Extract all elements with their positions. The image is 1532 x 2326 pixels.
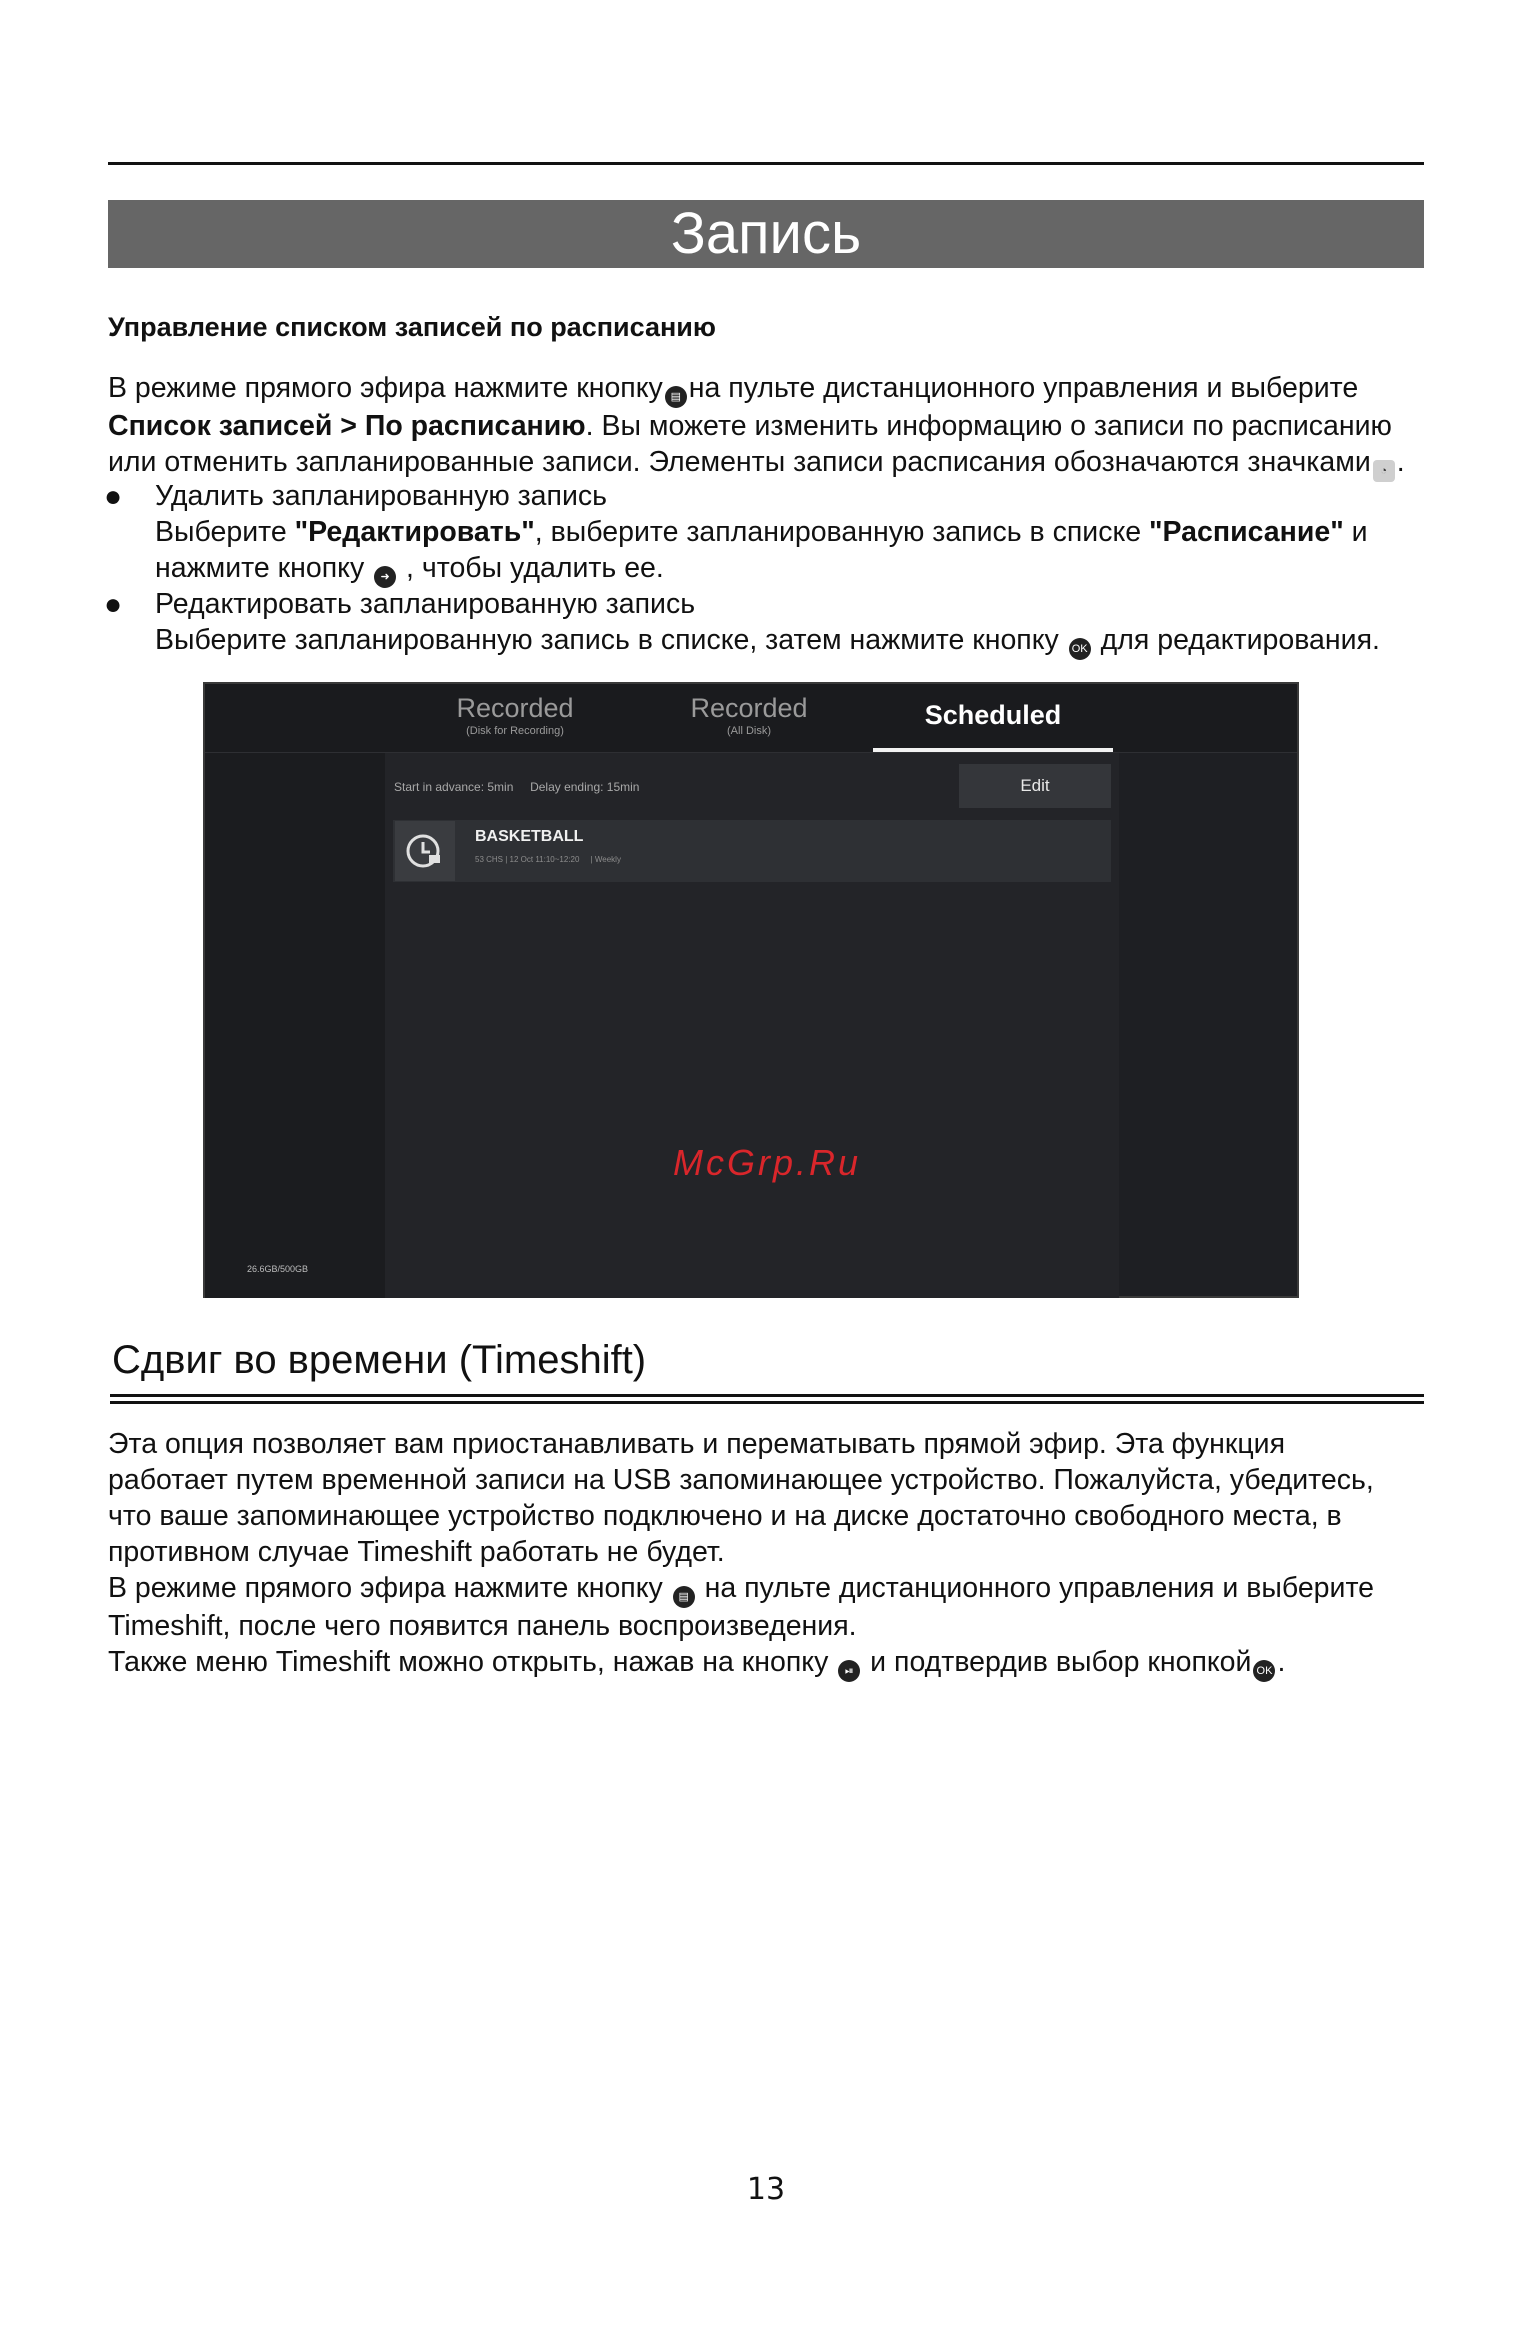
- timeshift-text: В режиме прямого эфира нажмите кнопку: [108, 1572, 671, 1604]
- watermark: McGrp.Ru: [673, 1142, 862, 1183]
- timeshift-line: [108, 1644, 1424, 1682]
- tab-scheduled[interactable]: [873, 692, 1113, 738]
- arrow-right-icon: ➜: [374, 566, 396, 588]
- menu-icon: ▤: [665, 386, 687, 408]
- section-banner: Запись: [108, 200, 1424, 268]
- tab-sublabel: (Disk for Recording): [466, 725, 564, 737]
- intro-text: на пульте дистанционного управления и выберите: [688, 372, 1359, 404]
- tab-label: Recorded: [690, 693, 808, 723]
- bullet-text-part: Выберите: [155, 516, 295, 548]
- timeshift-text: .: [1277, 1646, 1286, 1678]
- bullet-text: [155, 514, 1368, 550]
- bullet-text-part: для редактирования.: [1092, 624, 1380, 656]
- top-rule: [108, 162, 1424, 165]
- timeshift-line: Эта опция позволяет вам приостанавливать и перематывать прямой эфир. Эта функция: [108, 1428, 1286, 1460]
- timeshift-text: и подтвердив выбор кнопкой: [862, 1646, 1252, 1678]
- intro-text: В режиме прямого эфира нажмите кнопку: [108, 372, 663, 404]
- timeshift-text: на пульте дистанционного управления и выберите: [696, 1572, 1375, 1604]
- ok-icon: OK: [1253, 1660, 1275, 1682]
- bullet-title: Редактировать запланированную запись: [155, 588, 696, 620]
- intro-paragraph: [108, 370, 1424, 482]
- tab-sublabel: (All Disk): [727, 725, 771, 737]
- scheduled-item-title: BASKETBALL: [475, 828, 584, 845]
- timeshift-line: что ваше запоминающее устройство подключено и на диске достаточно свободного места, в: [108, 1500, 1342, 1532]
- storage-usage: 26.6GB/500GB: [247, 1264, 309, 1274]
- heading-rule: [110, 1394, 1424, 1397]
- tab-recorded-disk[interactable]: [395, 692, 635, 738]
- bullet-bold: "Редактировать": [294, 516, 535, 548]
- bullet-text-part: Выберите запланированную запись в списке, затем нажмите кнопку: [155, 624, 1067, 656]
- active-tab-indicator: [873, 748, 1113, 752]
- bullet-text: [155, 622, 1380, 660]
- sub-heading: Управление списком записей по расписанию: [108, 312, 716, 342]
- bullet-marker: ●: [104, 588, 123, 621]
- intro-menu-path: Список записей > По расписанию: [108, 410, 586, 442]
- edit-button[interactable]: Edit: [959, 764, 1111, 808]
- bullet-text-part: , чтобы удалить ее.: [398, 552, 664, 584]
- tab-label: Recorded: [456, 693, 574, 723]
- tv-screenshot: [203, 682, 1299, 1298]
- bullet-title: Удалить запланированную запись: [155, 480, 607, 512]
- intro-text: или отменить запланированные записи. Элементы записи расписания обозначаются значками: [108, 446, 1371, 478]
- bullet-text-part: нажмите кнопку: [155, 552, 373, 584]
- timeshift-line: Timeshift, после чего появится панель воспроизведения.: [108, 1610, 857, 1642]
- menu-icon: ▤: [673, 1586, 695, 1608]
- timeshift-text: Также меню Timeshift можно открыть, нажав на кнопку: [108, 1646, 837, 1678]
- page-number: 13: [746, 2172, 786, 2207]
- bullet-text: [155, 550, 664, 588]
- advance-delay-settings: Start in advance: 5min Delay ending: 15min: [394, 780, 640, 794]
- intro-text: . Вы можете изменить информацию о записи по расписанию: [585, 410, 1392, 442]
- clock-icon: ◔: [1373, 460, 1395, 482]
- bullet-bold: "Расписание": [1149, 516, 1344, 548]
- tab-label: Scheduled: [924, 700, 1062, 730]
- timeshift-heading: Сдвиг во времени (Timeshift): [112, 1338, 647, 1382]
- bullet-marker: ●: [104, 480, 123, 513]
- tv-side-panel: [205, 753, 385, 1298]
- timeshift-line: противном случае Timeshift работать не будет.: [108, 1536, 725, 1568]
- heading-rule: [110, 1401, 1424, 1404]
- timeshift-line: работает путем временной записи на USB запоминающее устройство. Пожалуйста, убедитесь,: [108, 1464, 1374, 1496]
- timeshift-paragraph: [108, 1426, 1424, 1682]
- tab-recorded-all[interactable]: [629, 692, 869, 738]
- clock-icon: [395, 821, 455, 881]
- play-pause-icon: ⏯: [838, 1660, 860, 1682]
- timeshift-line: [108, 1570, 1424, 1608]
- ok-icon: OK: [1069, 638, 1091, 660]
- bullet-text-part: и: [1343, 516, 1368, 548]
- scheduled-item-meta: 53 CHS | 12 Oct 11:10~12:20 | Weekly: [475, 855, 621, 864]
- bullet-text-part: , выберите запланированную запись в списке: [534, 516, 1150, 548]
- intro-text: .: [1396, 446, 1405, 478]
